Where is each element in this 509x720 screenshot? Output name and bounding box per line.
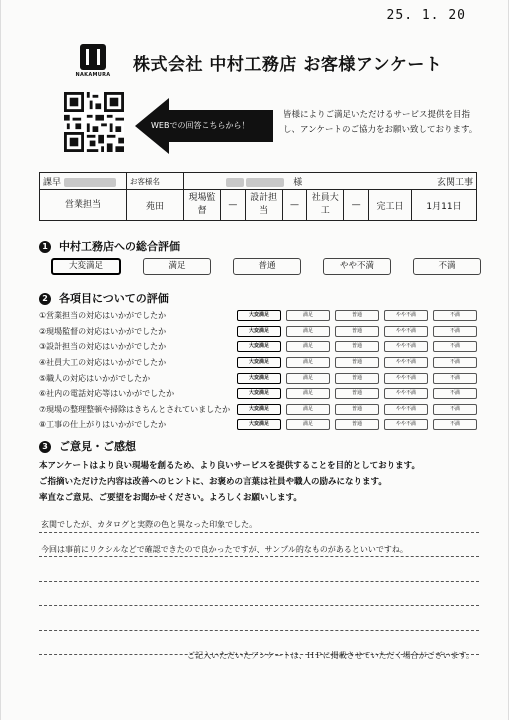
comment-line[interactable]: 今回は事前にリクシルなどで確認できたので良かったですが、サンプル的なものがあるといいですね。 xyxy=(39,533,479,558)
rating-option-1[interactable]: 満足 xyxy=(286,373,330,384)
section-number-badge: 2 xyxy=(39,293,51,305)
overall-rating-group xyxy=(51,258,481,275)
rating-option-1[interactable]: 満足 xyxy=(286,357,330,368)
question-row xyxy=(39,386,477,402)
ka-label: 課早 xyxy=(43,177,62,188)
rating-option-2[interactable]: 普通 xyxy=(335,373,379,384)
design-value: — xyxy=(282,190,307,221)
rating-option-3[interactable]: やや不満 xyxy=(384,373,428,384)
question-text: ②現場監督の対応はいかがでしたか xyxy=(39,326,167,336)
comment-line[interactable] xyxy=(39,606,479,631)
redacted-id xyxy=(64,178,116,187)
logo-text: NAKAMURA xyxy=(75,72,111,78)
question-options xyxy=(237,357,477,368)
customer-info-table xyxy=(39,172,477,221)
question-text: ①営業担当の対応はいかがでしたか xyxy=(39,311,167,321)
rating-option-1[interactable]: 満足 xyxy=(286,341,330,352)
page-title: 株式会社 中村工務店 お客様アンケート xyxy=(133,55,443,75)
rating-option-3[interactable]: やや不満 xyxy=(384,388,428,399)
section-number-badge: 1 xyxy=(39,241,51,253)
rating-option-0[interactable]: 大変満足 xyxy=(237,404,281,415)
supervisor-value: — xyxy=(221,190,246,221)
sales-value: 苑田 xyxy=(127,190,184,221)
supervisor-label: 現場監督 xyxy=(184,190,221,221)
customer-label: お客様名 xyxy=(127,173,184,190)
greeting-text: 皆様によりご満足いただけるサービス提供を目指し、アンケートのご協力をお願い致しております。 xyxy=(283,110,478,135)
comment-line[interactable] xyxy=(39,582,479,607)
section-overall-heading: 1 中村工務店への総合評価 xyxy=(39,238,180,254)
question-options xyxy=(237,373,477,384)
rating-option-2[interactable]: 普通 xyxy=(335,310,379,321)
sama-label: 様 xyxy=(293,177,303,188)
customer-name-cell xyxy=(184,173,344,190)
rating-option-3[interactable]: やや不満 xyxy=(384,341,428,352)
qr-code-icon[interactable] xyxy=(64,92,124,152)
question-row xyxy=(39,417,477,433)
question-text: ③設計担当の対応はいかがでしたか xyxy=(39,342,167,352)
rating-option-0[interactable]: 大変満足 xyxy=(237,326,281,337)
ka-cell xyxy=(40,173,127,190)
sales-label: 営業担当 xyxy=(40,190,127,221)
rating-option-4[interactable]: 不満 xyxy=(433,326,477,337)
question-text: ④社員大工の対応はいかがでしたか xyxy=(39,358,167,368)
question-options xyxy=(237,326,477,337)
rating-option-4[interactable]: 不満 xyxy=(433,341,477,352)
completion-label: 完工日 xyxy=(368,190,411,221)
comment-lines xyxy=(39,508,479,655)
rating-option-0[interactable]: 大変満足 xyxy=(237,341,281,352)
completion-date: 1月11日 xyxy=(411,190,476,221)
overall-option-1[interactable]: 満足 xyxy=(143,258,211,275)
question-row xyxy=(39,339,477,355)
logo-mark-icon xyxy=(80,44,106,70)
item-rating-list xyxy=(39,308,477,433)
comments-intro: 本アンケートはより良い現場を創るため、より良いサービスを提供することを目的としております。 ご指摘いただけた内容は改善へのヒントに、お褒めの言葉は社員や職人の励みになります。 率直なご意見、ご要望をお聞かせください。よろしくお願いします。 xyxy=(39,461,420,503)
rating-option-3[interactable]: やや不満 xyxy=(384,419,428,430)
footer-note: ご記入いただいたアンケートは、ＨＰに掲載させていただく場合がございます。 xyxy=(187,651,474,660)
rating-option-4[interactable]: 不満 xyxy=(433,357,477,368)
carpenter-label: 社員大工 xyxy=(307,190,344,221)
comment-line[interactable]: 玄関でしたが、カタログと実際の色と異なった印象でした。 xyxy=(39,508,479,533)
work-type: 玄関工事 xyxy=(344,173,477,190)
rating-option-1[interactable]: 満足 xyxy=(286,404,330,415)
question-options xyxy=(237,341,477,352)
rating-option-2[interactable]: 普通 xyxy=(335,326,379,337)
question-row xyxy=(39,355,477,371)
overall-option-0[interactable]: 大変満足 xyxy=(51,258,121,275)
carpenter-value: — xyxy=(344,190,369,221)
rating-option-1[interactable]: 満足 xyxy=(286,326,330,337)
question-row xyxy=(39,370,477,386)
rating-option-4[interactable]: 不満 xyxy=(433,310,477,321)
rating-option-0[interactable]: 大変満足 xyxy=(237,357,281,368)
question-options xyxy=(237,388,477,399)
rating-option-2[interactable]: 普通 xyxy=(335,341,379,352)
question-options xyxy=(237,419,477,430)
question-text: ⑦現場の整理整頓や掃除はきちんとされていましたか xyxy=(39,404,231,414)
question-row xyxy=(39,402,477,418)
question-text: ⑥社内の電話対応等はいかがでしたか xyxy=(39,389,175,399)
overall-option-2[interactable]: 普通 xyxy=(233,258,301,275)
rating-option-4[interactable]: 不満 xyxy=(433,404,477,415)
question-row xyxy=(39,308,477,324)
question-options xyxy=(237,310,477,321)
question-text: ⑧工事の仕上がりはいかがでしたか xyxy=(39,420,167,430)
rating-option-3[interactable]: やや不満 xyxy=(384,404,428,415)
section-comments-heading: 3 ご意見・ご感想 xyxy=(39,438,136,454)
rating-option-0[interactable]: 大変満足 xyxy=(237,310,281,321)
rating-option-4[interactable]: 不満 xyxy=(433,373,477,384)
overall-option-4[interactable]: 不満 xyxy=(413,258,481,275)
overall-option-3[interactable]: やや不満 xyxy=(323,258,391,275)
rating-option-3[interactable]: やや不満 xyxy=(384,310,428,321)
rating-option-2[interactable]: 普通 xyxy=(335,388,379,399)
rating-option-0[interactable]: 大変満足 xyxy=(237,373,281,384)
comment-line[interactable] xyxy=(39,557,479,582)
rating-option-4[interactable]: 不満 xyxy=(433,388,477,399)
rating-option-2[interactable]: 普通 xyxy=(335,419,379,430)
question-row xyxy=(39,324,477,340)
design-label: 設計担当 xyxy=(245,190,282,221)
section-number-badge: 3 xyxy=(39,441,51,453)
rating-option-3[interactable]: やや不満 xyxy=(384,357,428,368)
question-options xyxy=(237,404,477,415)
rating-option-3[interactable]: やや不満 xyxy=(384,326,428,337)
company-logo xyxy=(73,44,113,78)
question-text: ⑤職人の対応はいかがでしたか xyxy=(39,373,151,383)
rating-option-1[interactable]: 満足 xyxy=(286,310,330,321)
rating-option-0[interactable]: 大変満足 xyxy=(237,419,281,430)
rating-option-1[interactable]: 満足 xyxy=(286,419,330,430)
web-answer-link[interactable]: WEBでの回答こちらから！ xyxy=(151,121,250,130)
rating-option-4[interactable]: 不満 xyxy=(433,419,477,430)
rating-option-0[interactable]: 大変満足 xyxy=(237,388,281,399)
rating-option-1[interactable]: 満足 xyxy=(286,388,330,399)
rating-option-2[interactable]: 普通 xyxy=(335,357,379,368)
rating-option-2[interactable]: 普通 xyxy=(335,404,379,415)
date-stamp: 25. 1. 20 xyxy=(386,8,466,23)
section-items-heading: 2 各項目についての評価 xyxy=(39,290,169,306)
